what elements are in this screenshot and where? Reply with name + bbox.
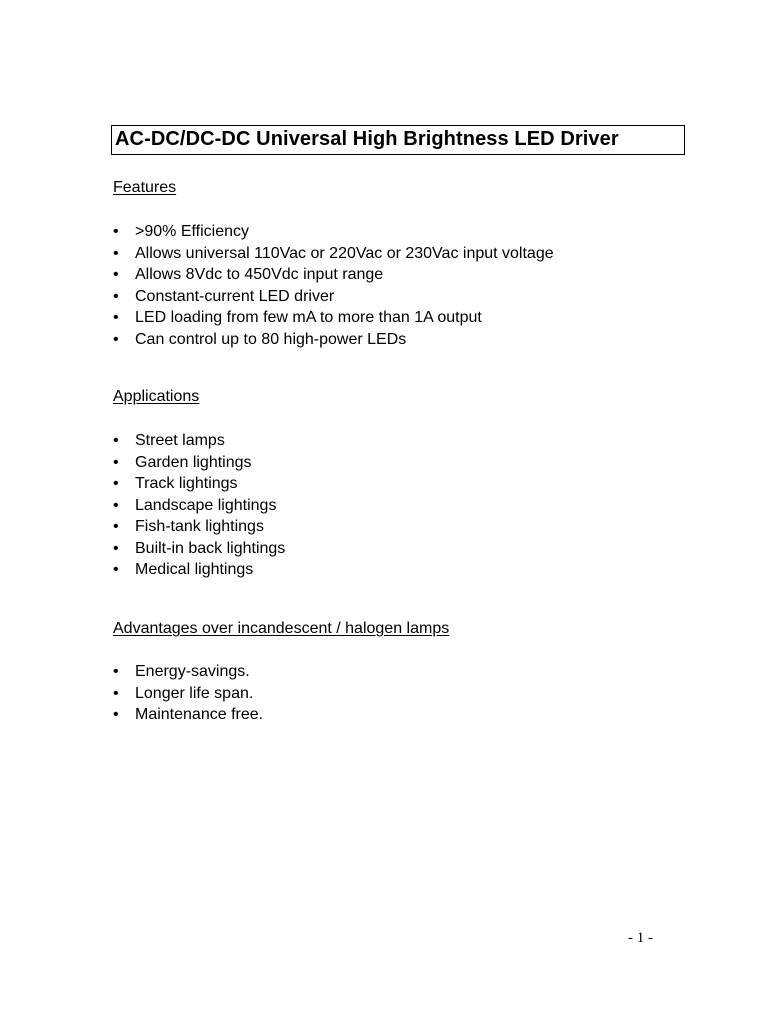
advantages-item-text: Longer life span. bbox=[135, 684, 254, 702]
bullet-icon: • bbox=[113, 330, 119, 348]
features-item-text: Allows universal 110Vac or 220Vac or 230Vac input voltage bbox=[135, 244, 554, 262]
applications-heading: Applications bbox=[113, 388, 200, 405]
bullet-icon: • bbox=[113, 266, 119, 283]
advantages-item-text: Maintenance free. bbox=[135, 706, 264, 723]
applications-item-text: Built-in back lightings bbox=[135, 539, 286, 557]
features-item-text: Constant-current LED driver bbox=[135, 287, 335, 305]
page-number: - 1 - bbox=[628, 930, 653, 946]
bullet-icon: • bbox=[113, 475, 119, 492]
applications-item-text: Fish-tank lightings bbox=[135, 518, 264, 535]
bullet-icon: • bbox=[113, 663, 119, 680]
bullet-icon: • bbox=[113, 496, 119, 514]
bullet-icon: • bbox=[113, 518, 119, 535]
features-item-text: >90% Efficiency bbox=[135, 223, 249, 240]
applications-item-text: Landscape lightings bbox=[135, 496, 277, 514]
applications-item-text: Medical lightings bbox=[135, 561, 254, 578]
bullet-icon: • bbox=[113, 453, 119, 471]
bullet-icon: • bbox=[113, 244, 119, 262]
applications-item-text: Track lightings bbox=[135, 475, 238, 492]
bullet-icon: • bbox=[113, 287, 119, 305]
bullet-icon: • bbox=[113, 706, 119, 723]
advantages-item-text: Energy-savings. bbox=[135, 663, 250, 680]
bullet-icon: • bbox=[113, 561, 119, 578]
title-box bbox=[111, 125, 685, 155]
bullet-icon: • bbox=[113, 432, 119, 449]
advantages-heading: Advantages over incandescent / halogen lamps bbox=[113, 620, 450, 637]
document-title: AC-DC/DC-DC Universal High Brightness LED Driver bbox=[115, 128, 619, 150]
features-item-text: Allows 8Vdc to 450Vdc input range bbox=[135, 266, 384, 283]
bullet-icon: • bbox=[113, 223, 119, 240]
bullet-icon: • bbox=[113, 684, 119, 702]
applications-item-text: Street lamps bbox=[135, 432, 225, 449]
applications-item-text: Garden lightings bbox=[135, 453, 252, 471]
features-item-text: LED loading from few mA to more than 1A output bbox=[135, 309, 482, 326]
features-heading: Features bbox=[113, 179, 177, 196]
bullet-icon: • bbox=[113, 309, 119, 326]
features-item-text: Can control up to 80 high-power LEDs bbox=[135, 330, 407, 348]
bullet-icon: • bbox=[113, 539, 119, 557]
